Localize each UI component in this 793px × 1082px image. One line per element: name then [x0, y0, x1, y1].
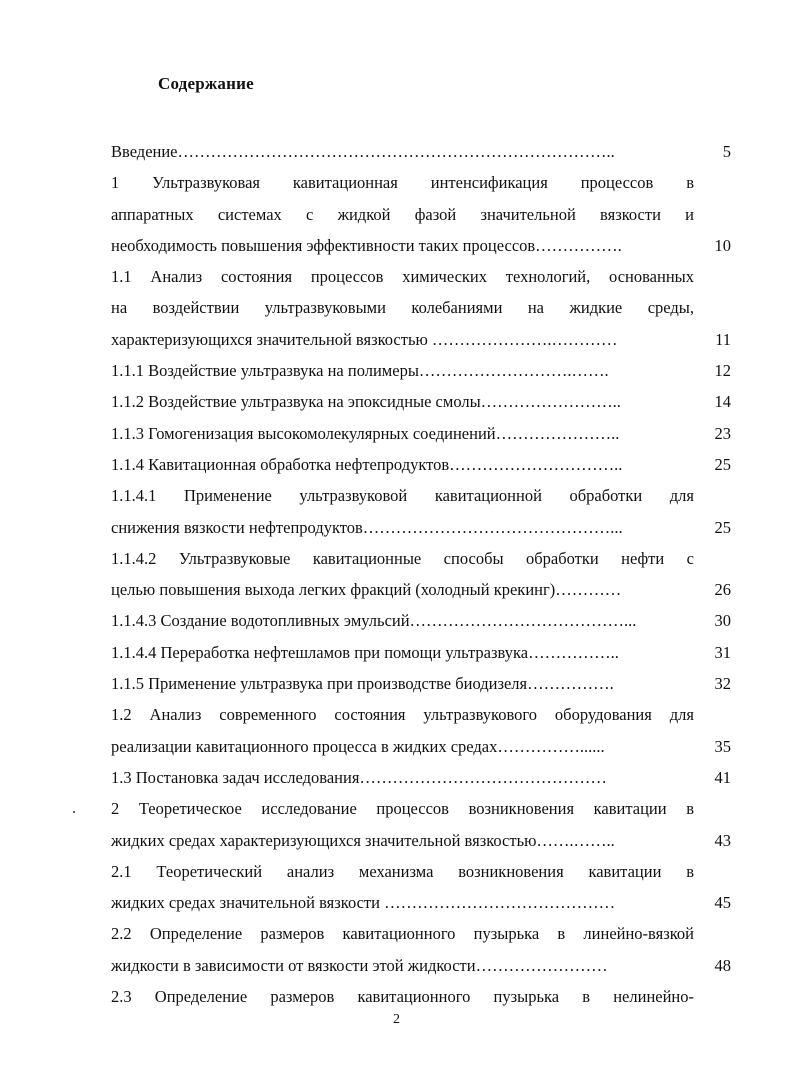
toc-line [111, 324, 731, 355]
toc-entry-page: 26 [714, 580, 731, 600]
page-title: Содержание [158, 74, 254, 93]
toc-line [111, 230, 731, 261]
toc-entry-text: целью повышения выхода легких фракций (холодный крекинг)………… [111, 580, 622, 600]
table-of-contents [111, 136, 731, 1012]
toc-entry-text: 1.1.1 Воздействие ультразвука на полимеры……………………….……. [111, 361, 609, 381]
toc-entry-page: 10 [714, 235, 731, 255]
toc-entry-text: на воздействии ультразвуковыми колебаниями на жидкие среды, [111, 298, 694, 318]
toc-entry-text: 1.1.2 Воздействие ультразвука на эпоксидные смолы…………………….. [111, 392, 621, 412]
toc-entry-text: 1.1.4.4 Переработка нефтешламов при помощи ультразвука…………….. [111, 642, 619, 662]
toc-entry-text: 1.1 Анализ состояния процессов химических технологий, основанных [111, 267, 694, 287]
toc-entry-text: 1.2 Анализ современного состояния ультразвукового оборудования для [111, 705, 694, 725]
toc-entry-text: жидкости в зависимости от вязкости этой жидкости…………………… [111, 955, 608, 975]
toc-line [111, 950, 731, 981]
toc-entry-page: 45 [714, 893, 731, 913]
toc-entry-page: 14 [714, 392, 731, 412]
toc-line [111, 668, 731, 699]
toc-line [111, 762, 731, 793]
toc-line [111, 918, 731, 949]
toc-line [111, 825, 731, 856]
toc-entry-page: 11 [715, 329, 731, 349]
toc-line [111, 261, 731, 292]
toc-entry-text: 1.1.5 Применение ультразвука при производстве биодизеля……………. [111, 674, 614, 694]
toc-line [111, 418, 731, 449]
toc-entry-page: 25 [714, 517, 731, 537]
toc-line [111, 856, 731, 887]
toc-line [111, 793, 731, 824]
toc-line [111, 449, 731, 480]
toc-line [111, 543, 731, 574]
toc-line [111, 199, 731, 230]
toc-entry-text: 2 Теоретическое исследование процессов возникновения кавитации в [111, 799, 694, 819]
toc-entry-page: 30 [714, 611, 731, 631]
toc-entry-page: 5 [722, 142, 731, 161]
toc-entry-text: необходимость повышения эффективности таких процессов……………. [111, 235, 622, 255]
toc-entry-page: 31 [714, 642, 731, 662]
toc-entry-page: 43 [714, 830, 731, 850]
toc-entry-text: 2.1 Теоретический анализ механизма возникновения кавитации в [111, 861, 694, 881]
toc-entry-text: 1 Ультразвуковая кавитационная интенсификация процессов в [111, 173, 694, 193]
scan-speck [73, 811, 75, 813]
toc-entry-text: 1.1.4.1 Применение ультразвуковой кавитационной обработки для [111, 486, 694, 506]
toc-entry-text: 1.1.4.3 Создание водотопливных эмульсий…………………………………... [111, 611, 637, 631]
toc-entry-text: жидких средах значительной вязкости …………………………………… [111, 893, 616, 913]
toc-entry-text: снижения вязкости нефтепродуктов………………………………………... [111, 517, 623, 537]
toc-line [111, 605, 731, 636]
toc-entry-text: 2.3 Определение размеров кавитационного пузырька в нелинейно- [111, 987, 694, 1007]
toc-entry-text: 1.1.3 Гомогенизация высокомолекулярных соединений………………….. [111, 423, 620, 443]
toc-line [111, 136, 731, 167]
toc-line [111, 386, 731, 417]
toc-line [111, 480, 731, 511]
toc-entry-text: характеризующихся значительной вязкостью ………………….………… [111, 329, 618, 349]
toc-line [111, 292, 731, 323]
toc-entry-text: реализации кавитационного процесса в жидких средах……………...... [111, 736, 605, 756]
toc-entry-text: 2.2 Определение размеров кавитационного пузырька в линейно-вязкой [111, 924, 694, 944]
page-number: 2 [393, 1012, 400, 1027]
toc-entry-page: 48 [714, 955, 731, 975]
toc-entry-text: 1.3 Постановка задач исследования……………………………………… [111, 767, 607, 787]
toc-line [111, 637, 731, 668]
toc-entry-page: 35 [714, 736, 731, 756]
toc-line [111, 699, 731, 730]
toc-entry-page: 25 [714, 454, 731, 474]
toc-line [111, 167, 731, 198]
toc-line [111, 731, 731, 762]
toc-entry-text: Введение…………………………………………………………………….. [111, 142, 615, 161]
toc-entry-page: 23 [714, 423, 731, 443]
toc-entry-text: 1.1.4.2 Ультразвуковые кавитационные способы обработки нефти с [111, 548, 694, 568]
toc-line [111, 355, 731, 386]
toc-entry-text: аппаратных системах с жидкой фазой значительной вязкости и [111, 204, 694, 224]
toc-entry-page: 12 [714, 361, 731, 381]
toc-line [111, 512, 731, 543]
toc-entry-text: жидких средах характеризующихся значительной вязкостью…….…….. [111, 830, 615, 850]
toc-entry-text: 1.1.4 Кавитационная обработка нефтепродуктов………………………….. [111, 454, 623, 474]
toc-line [111, 887, 731, 918]
toc-line [111, 981, 731, 1012]
toc-entry-page: 41 [714, 767, 731, 787]
toc-entry-page: 32 [714, 674, 731, 694]
toc-line [111, 574, 731, 605]
